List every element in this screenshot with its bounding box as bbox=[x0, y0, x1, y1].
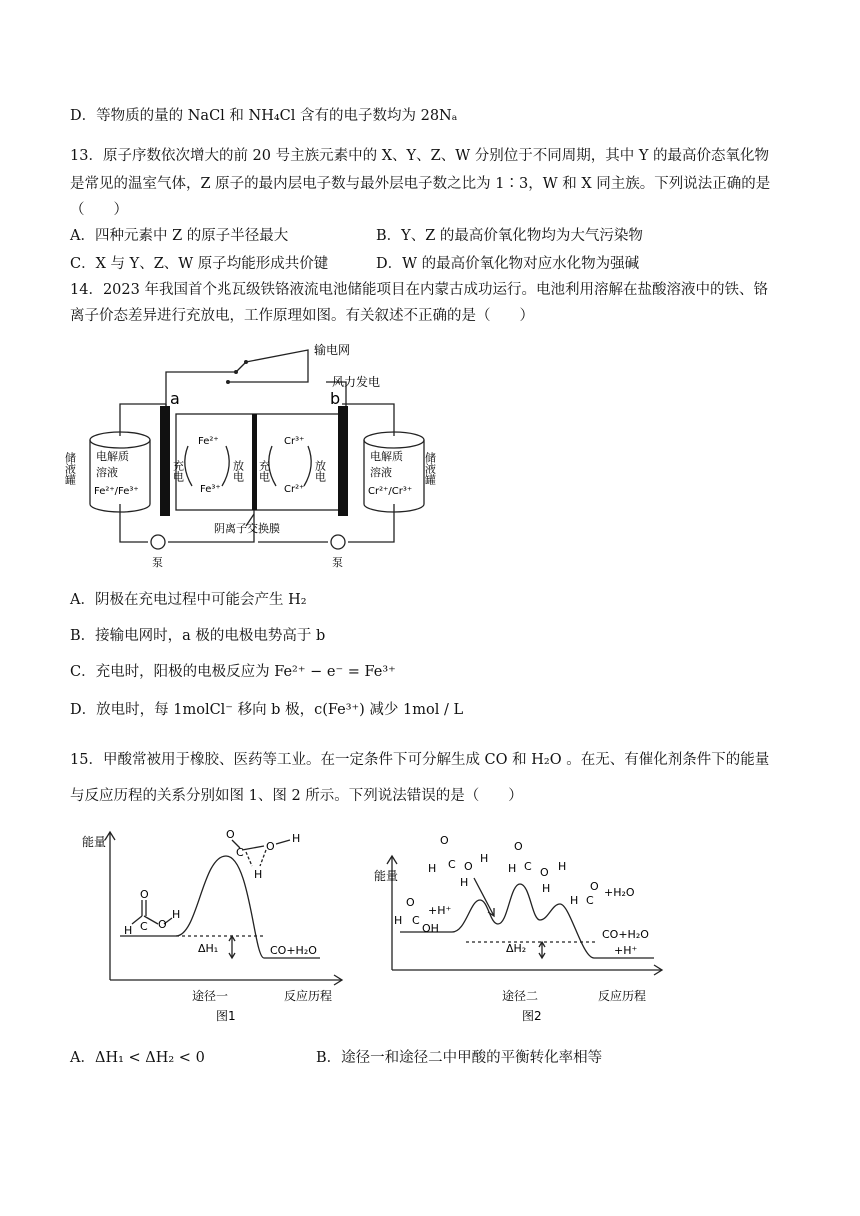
svg-text:O: O bbox=[514, 840, 523, 853]
svg-text:C: C bbox=[412, 914, 420, 927]
fe2-label: Fe²⁺ bbox=[198, 436, 219, 447]
fig2-h2o-label: +H₂O bbox=[604, 886, 635, 899]
svg-text:H: H bbox=[394, 914, 403, 927]
svg-text:O: O bbox=[590, 880, 599, 893]
svg-text:O: O bbox=[406, 896, 415, 909]
q14-option-b: B．接输电网时，a 极的电极电势高于 b bbox=[70, 628, 326, 644]
fig1-dh-label: ΔH₁ bbox=[198, 942, 219, 955]
fig1-ylabel: 能量 bbox=[82, 835, 107, 849]
energy-diagram-fig1 bbox=[80, 820, 350, 1030]
energy-diagram-fig2 bbox=[370, 820, 670, 1040]
q15-stem-line2: 与反应历程的关系分别如图 1、图 2 所示。下列说法错误的是（ ） bbox=[70, 788, 523, 804]
q15-stem-line1: 15．甲酸常被用于橡胶、医药等工业。在一定条件下可分解生成 CO 和 H₂O 。在无、有催化剂条件下的能量 bbox=[70, 752, 770, 768]
svg-text:H: H bbox=[292, 832, 301, 845]
svg-text:H: H bbox=[428, 862, 437, 875]
svg-text:H: H bbox=[508, 862, 517, 875]
left-discharge-label: 放电 bbox=[231, 460, 245, 482]
left-solution-label-2: 溶液 bbox=[96, 466, 118, 479]
svg-text:O: O bbox=[266, 840, 275, 853]
q13-stem-line1: 13．原子序数依次增大的前 20 号主族元素中的 X、Y、Z、W 分别位于不同周期，其中 Y 的最高价态氧化物 bbox=[70, 148, 769, 164]
left-charge-label: 充电 bbox=[171, 460, 185, 482]
q13-option-b: B．Y、Z 的最高价氧化物均为大气污染物 bbox=[376, 228, 643, 244]
svg-text:H: H bbox=[542, 882, 551, 895]
svg-text:O: O bbox=[158, 918, 167, 931]
grid-label: 输电网 bbox=[314, 343, 351, 357]
q14-stem-line1: 14．2023 年我国首个兆瓦级铁铬液流电池储能项目在内蒙古成功运行。电池利用溶解在盐酸溶液中的铁、铬 bbox=[70, 282, 768, 298]
svg-text:O: O bbox=[440, 834, 449, 847]
svg-text:C: C bbox=[524, 860, 532, 873]
svg-text:C: C bbox=[586, 894, 594, 907]
svg-text:O: O bbox=[540, 866, 549, 879]
flow-battery-diagram bbox=[63, 336, 448, 576]
fig1-product-label: CO+H₂O bbox=[270, 944, 317, 957]
svg-text:OH: OH bbox=[422, 922, 439, 935]
fig2-caption: 图2 bbox=[522, 1009, 542, 1023]
svg-text:O: O bbox=[140, 888, 149, 901]
q13-option-a: A．四种元素中 Z 的原子半径最大 bbox=[70, 228, 289, 244]
fig2-hplus-label: +H⁺ bbox=[614, 944, 638, 957]
electrode-b-label: b bbox=[330, 389, 341, 408]
q14-option-c: C．充电时，阳极的电极反应为 Fe²⁺ − e⁻ = Fe³⁺ bbox=[70, 664, 396, 680]
svg-text:C: C bbox=[448, 858, 456, 871]
svg-text:C: C bbox=[140, 920, 148, 933]
svg-text:H: H bbox=[558, 860, 567, 873]
left-solution-label-1: 电解质 bbox=[96, 450, 129, 463]
svg-text:H: H bbox=[172, 908, 181, 921]
svg-text:H: H bbox=[570, 894, 579, 907]
cr3-label: Cr³⁺ bbox=[284, 436, 305, 447]
left-pump-label: 泵 bbox=[152, 556, 163, 569]
svg-text:H: H bbox=[254, 868, 263, 881]
right-ions-label: Cr²⁺/Cr³⁺ bbox=[368, 486, 413, 497]
fig2-product-label: CO+H₂O bbox=[602, 928, 649, 941]
svg-text:H: H bbox=[460, 876, 469, 889]
electrode-a-label: a bbox=[170, 389, 180, 408]
right-solution-label-2: 溶液 bbox=[370, 466, 392, 479]
q13-stem-line2: 是常见的温室气体，Z 原子的最内层电子数与最外层电子数之比为 1∶3，W 和 X 同主族。下列说法正确的是 bbox=[70, 176, 771, 192]
left-ions-label: Fe²⁺/Fe³⁺ bbox=[94, 486, 139, 497]
fig2-dh-label: ΔH₂ bbox=[506, 942, 527, 955]
cr2-label: Cr²⁺ bbox=[284, 484, 305, 495]
right-discharge-label: 放电 bbox=[313, 460, 327, 482]
fig2-path-label: 途径二 bbox=[502, 989, 539, 1003]
fig2-hplus-start: +H⁺ bbox=[428, 904, 452, 917]
left-tank-label: 储液罐 bbox=[63, 452, 77, 485]
q15-option-b: B．途径一和途径二中甲酸的平衡转化率相等 bbox=[316, 1050, 603, 1066]
q13-option-d: D．W 的最高价氧化物对应水化物为强碱 bbox=[376, 256, 640, 272]
q14-stem-line2: 离子价态差异进行充放电，工作原理如图。有关叙述不正确的是（ ） bbox=[70, 308, 534, 324]
q13-option-c: C．X 与 Y、Z、W 原子均能形成共价键 bbox=[70, 256, 329, 272]
membrane-label: 阴离子交换膜 bbox=[214, 522, 280, 535]
right-pump-label: 泵 bbox=[332, 556, 343, 569]
right-tank-label: 储液罐 bbox=[423, 452, 437, 485]
fig1-path-label: 途径一 bbox=[192, 989, 229, 1003]
fig1-xlabel: 反应历程 bbox=[284, 989, 333, 1003]
svg-text:H: H bbox=[480, 852, 489, 865]
right-charge-label: 充电 bbox=[257, 460, 271, 482]
svg-text:O: O bbox=[464, 860, 473, 873]
svg-text:O: O bbox=[226, 828, 235, 841]
fe3-label: Fe³⁺ bbox=[200, 484, 221, 495]
q13-stem-line3: （ ） bbox=[70, 202, 128, 218]
right-solution-label-1: 电解质 bbox=[370, 450, 403, 463]
svg-text:H: H bbox=[124, 924, 133, 937]
wind-label: 风力发电 bbox=[332, 375, 381, 389]
fig1-caption: 图1 bbox=[216, 1009, 236, 1023]
q14-option-a: A．阴极在充电过程中可能会产生 H₂ bbox=[70, 592, 307, 608]
q15-option-a: A．ΔH₁ < ΔH₂ < 0 bbox=[70, 1050, 205, 1066]
q14-option-d: D．放电时，每 1molCl⁻ 移向 b 极，c(Fe³⁺) 减少 1mol / L bbox=[70, 702, 464, 718]
fig2-xlabel: 反应历程 bbox=[598, 989, 647, 1003]
fig2-ylabel: 能量 bbox=[374, 869, 399, 883]
q12-option-d: D．等物质的量的 NaCl 和 NH₄Cl 含有的电子数均为 28Nₐ bbox=[70, 108, 458, 124]
svg-text:C: C bbox=[236, 846, 244, 859]
